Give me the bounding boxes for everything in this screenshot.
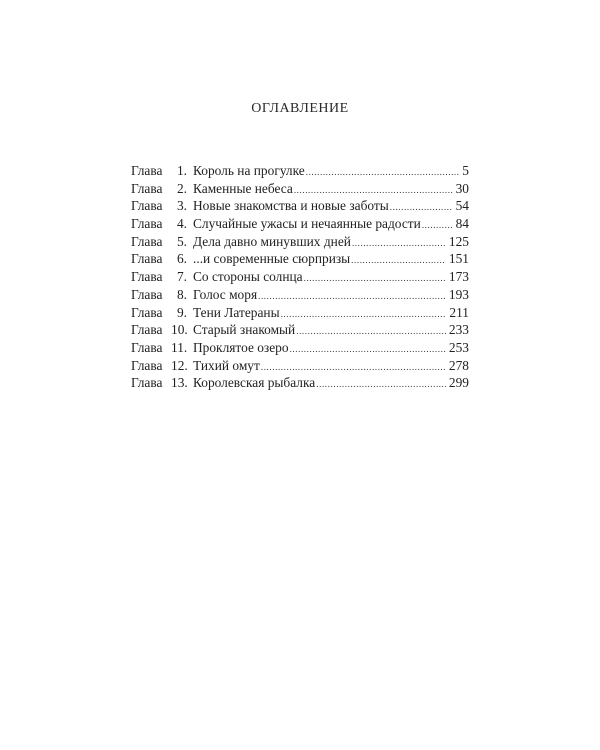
toc-entry [131, 215, 469, 233]
chapter-title: Королевская рыбалка [193, 375, 316, 391]
dot-leader [316, 376, 446, 394]
chapter-number: 6. [176, 251, 187, 267]
page-number: 173 [448, 269, 469, 285]
chapter-title: Старый знакомый [193, 322, 296, 338]
chapter-number: 1. [176, 163, 187, 178]
chapter-label: Глава [131, 375, 163, 391]
page-number: 84 [455, 216, 469, 232]
chapter-title: Король на прогулке [193, 163, 305, 178]
chapter-title: Дела давно минувших дней [193, 233, 351, 249]
chapter-number: 8. [176, 286, 187, 302]
toc-entry [131, 374, 469, 392]
chapter-title: Проклятое озеро [193, 339, 289, 355]
toc-entry [131, 268, 469, 286]
chapter-label: Глава [131, 304, 163, 320]
toc-entry [131, 197, 469, 215]
chapter-title: Голос моря [193, 286, 258, 302]
toc-entry [131, 304, 469, 322]
dot-leader [296, 323, 446, 341]
chapter-label: Глава [131, 198, 163, 214]
page-number: 278 [448, 357, 469, 373]
page-number: 54 [455, 198, 469, 214]
toc-entry [131, 339, 469, 357]
page-number: 5 [462, 163, 469, 178]
chapter-title: Случайные ужасы и нечаянные радости [193, 216, 421, 232]
chapter-label: Глава [131, 233, 163, 249]
chapter-label: Глава [131, 163, 163, 178]
page-number: 193 [448, 286, 469, 302]
page-number: 233 [448, 322, 469, 338]
page-number: 125 [448, 233, 469, 249]
chapter-label: Глава [131, 251, 163, 267]
toc-entry [131, 250, 469, 268]
toc-entry [131, 321, 469, 339]
page-number: 151 [448, 251, 469, 267]
chapter-number: 3. [176, 198, 187, 214]
dot-leader [352, 235, 446, 253]
chapter-number: 7. [176, 269, 187, 285]
chapter-label: Глава [131, 339, 163, 355]
toc-entry [131, 286, 469, 304]
chapter-number: 5. [176, 233, 187, 249]
chapter-title: Со стороны солнца [193, 269, 303, 285]
dot-leader [306, 164, 460, 182]
dot-leader [304, 270, 446, 288]
chapter-number: 4. [176, 216, 187, 232]
dot-leader [281, 306, 447, 324]
toc-entry [131, 162, 469, 180]
chapter-title: ...и современные сюрпризы [193, 251, 351, 267]
chapter-number: 12. [171, 357, 188, 373]
chapter-label: Глава [131, 286, 163, 302]
chapter-number: 10. [171, 322, 188, 338]
chapter-title: Тени Латераны [193, 304, 280, 320]
toc-title: ОГЛАВЛЕНИЕ [251, 101, 349, 116]
chapter-label: Глава [131, 269, 163, 285]
chapter-number: 11. [171, 339, 188, 355]
chapter-title: Каменные небеса [193, 180, 293, 196]
chapter-number: 13. [171, 375, 188, 391]
toc-list [131, 162, 469, 392]
chapter-label: Глава [131, 357, 163, 373]
page-number: 211 [449, 304, 469, 320]
toc-entry [131, 357, 469, 375]
dot-leader [258, 288, 446, 306]
chapter-title: Тихий омут [193, 357, 260, 373]
toc-entry [131, 180, 469, 198]
page-number: 253 [448, 339, 469, 355]
page-number: 30 [455, 180, 469, 196]
chapter-number: 9. [176, 304, 187, 320]
toc-entry [131, 233, 469, 251]
chapter-title: Новые знакомства и новые заботы [193, 198, 389, 214]
chapter-label: Глава [131, 216, 163, 232]
chapter-label: Глава [131, 180, 163, 196]
dot-leader [290, 341, 446, 359]
chapter-number: 2. [176, 180, 187, 196]
chapter-label: Глава [131, 322, 163, 338]
dot-leader [351, 252, 446, 270]
page-number: 299 [448, 375, 469, 391]
